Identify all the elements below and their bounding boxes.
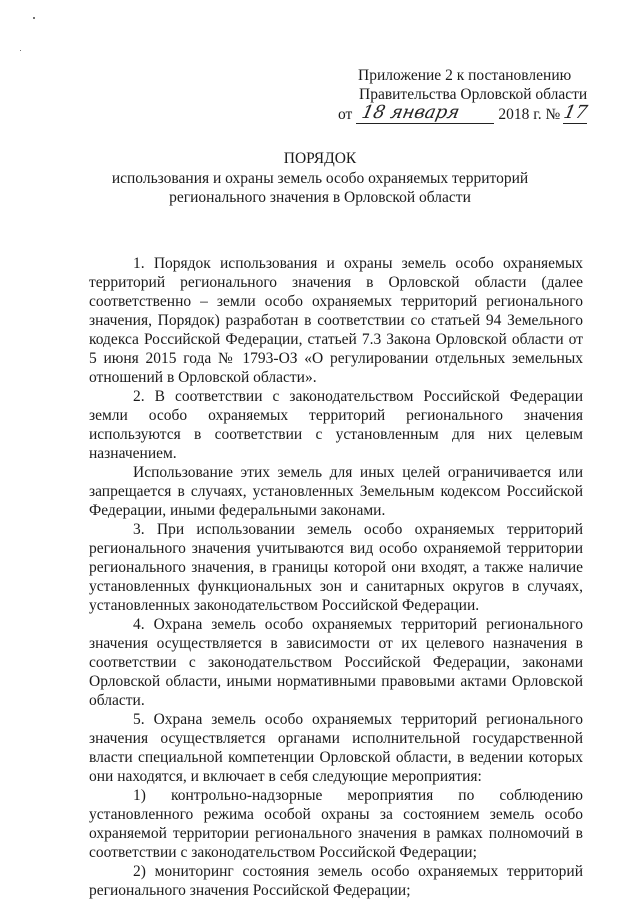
- paragraph-1: 1. Порядок использования и охраны земель особо охраняемых территорий регионального значения в Орловской области (далее соответственно – земли особо охраняемых территорий регионального значения, Порядок) разработан в соответствии со статьей 94 Земельного кодекса Российской Федерации, статьей 7.3 Закона Орловской области от 5 июня 2015 года № 1793-ОЗ «О регулировании отдельных земельных отношений в Орловской области».: [89, 255, 583, 386]
- document-title: ПОРЯДОК: [283, 150, 357, 167]
- appendix-header: [338, 66, 598, 124]
- document-subtitle-line-1: использования и охраны земель особо охраняемых территорий: [111, 170, 529, 187]
- date-field: [356, 104, 494, 124]
- number-field: [561, 102, 590, 124]
- paragraph-2-continued: Использование этих земель для иных целей ограничивается или запрещается в случаях, установленных Земельным кодексом Российской Федерации, иными федеральными законами.: [89, 464, 583, 519]
- paragraph-2: 2. В соответствии с законодательством Российской Федерации земли особо охраняемых территорий регионального значения используются в соответствии с установленным для них целевым назначением.: [89, 388, 583, 462]
- appendix-line-1: Приложение 2 к постановлению: [358, 67, 572, 84]
- handwritten-date: 18 января: [360, 102, 462, 123]
- paragraph-3: 3. При использовании земель особо охраняемых территорий регионального значения учитываются вид особо охраняемой территории регионального значения, в границы которой они входят, а также наличие установленных функциональных зон и санитарных округов в случаях, установленных законодательством Российской Федерации.: [89, 521, 583, 614]
- scan-speck: [20, 50, 21, 51]
- scan-speck: [33, 17, 35, 19]
- appendix-date-row: [338, 104, 598, 124]
- document-body: [89, 254, 583, 900]
- paragraph-5-item-1: 1) контрольно-надзорные мероприятия по соблюдению установленного режима особой охраны за состоянием земель особо охраняемой территории регионального значения в рамках полномочий в соответствии с законодательством Российской Федерации;: [89, 787, 583, 861]
- from-label: от: [338, 106, 353, 123]
- appendix-line-2: Правительства Орловской области: [359, 86, 588, 103]
- document-subtitle-line-2: регионального значения в Орловской области: [169, 189, 471, 206]
- document-heading: [60, 149, 580, 207]
- paragraph-5-item-2: 2) мониторинг состояния земель особо охраняемых территорий регионального значения Российской Федерации;: [89, 863, 583, 899]
- paragraph-4: 4. Охрана земель особо охраняемых территорий регионального значения осуществляется в зависимости от их целевого назначения в соответствии с законодательством Российской Федерации, законами Орловской области, иными нормативными правовыми актами Орловской области.: [89, 616, 583, 709]
- handwritten-number: 17: [561, 102, 590, 123]
- year-number-label: 2018 г. №: [498, 106, 561, 123]
- paragraph-5: 5. Охрана земель особо охраняемых территорий регионального значения осуществляется органами исполнительной государственной власти специальной компетенции Орловской области, в ведении которых они находятся, и включает в себя следующие мероприятия:: [89, 711, 583, 785]
